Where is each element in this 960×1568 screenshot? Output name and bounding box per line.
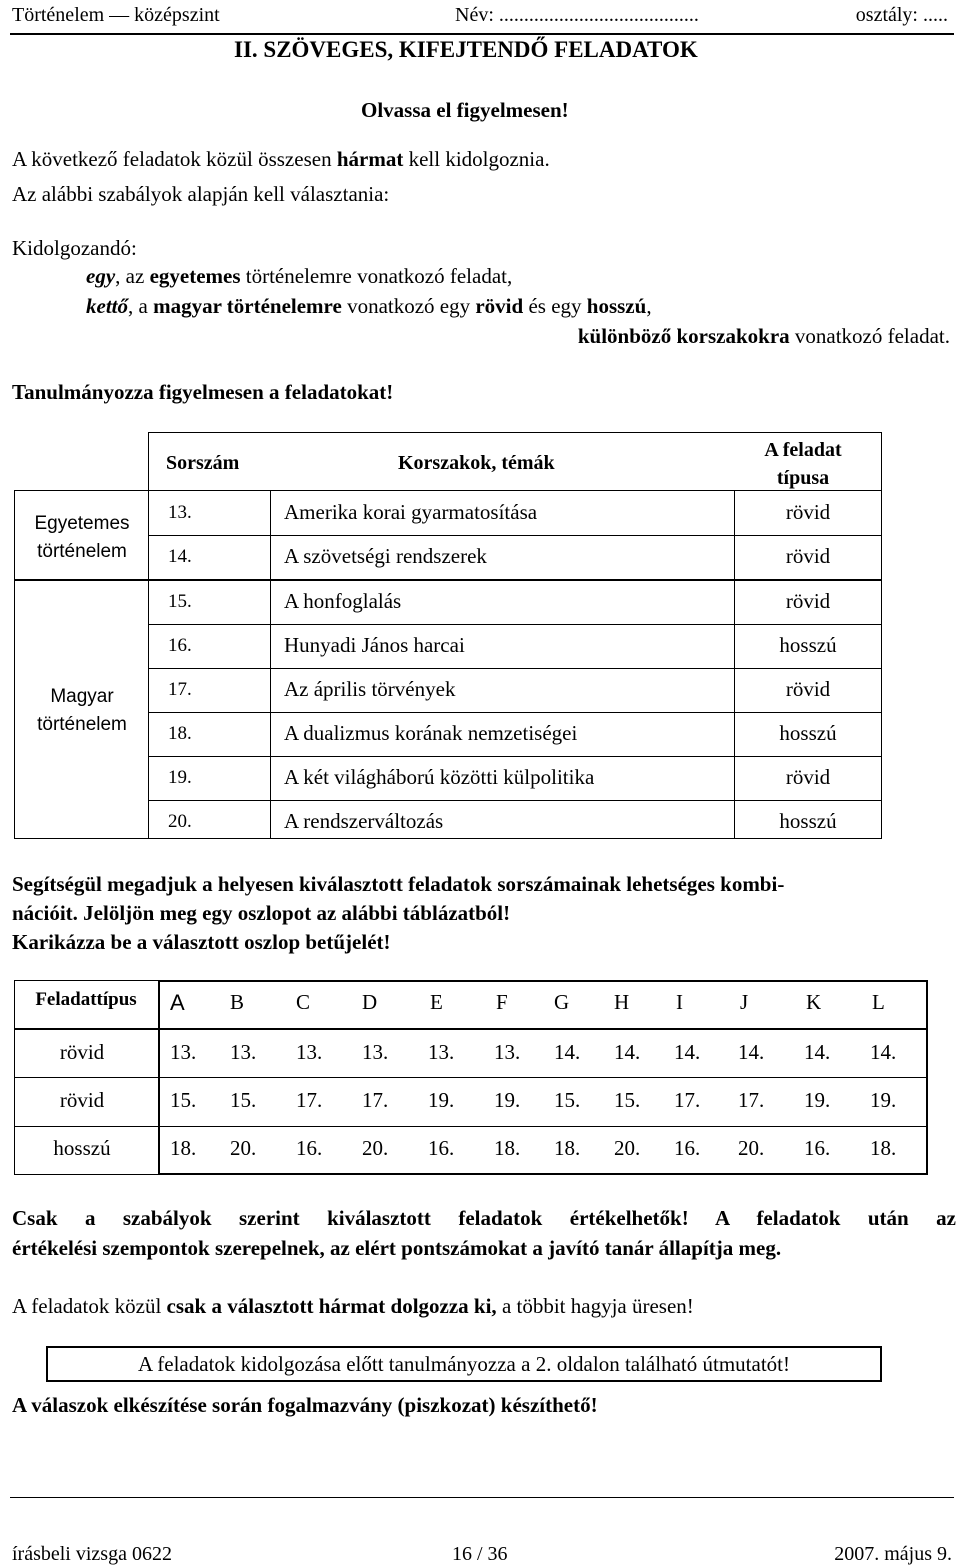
topic-type: rövid [785, 677, 831, 701]
combo-header-label: Feladattípus [35, 989, 137, 1010]
topic-title: A két világháború közötti külpolitika [284, 765, 595, 789]
topic-row [148, 713, 882, 757]
rule-text: és egy [523, 294, 587, 318]
column-letter-f[interactable]: F [496, 990, 508, 1014]
read-carefully: Olvassa el figyelmesen! [361, 98, 569, 122]
footer-divider [10, 1497, 954, 1498]
topic-title: A dualizmus korának nemzetiségei [284, 721, 578, 745]
combo-cell: 20. [230, 1136, 257, 1160]
rule-bold: különböző korszakokra [577, 324, 790, 348]
combo-cell: 17. [362, 1088, 389, 1112]
group-label-line: történelem [37, 541, 127, 562]
combo-cell: 15. [230, 1088, 257, 1112]
combo-cell: 14. [804, 1040, 831, 1064]
table-line [14, 1126, 928, 1127]
topic-number: 16. [168, 635, 192, 656]
topic-number: 14. [168, 546, 192, 567]
combo-cell: 16. [296, 1136, 323, 1160]
rule-count: kettő [86, 294, 128, 318]
note-bold: csak a választott hármat dolgozza ki, [166, 1294, 497, 1318]
combo-cell: 14. [870, 1040, 897, 1064]
topic-row [148, 669, 882, 713]
study-title: Tanulmányozza figyelmesen a feladatokat! [12, 380, 394, 404]
intro-line-1 [12, 147, 550, 172]
combo-cell: 14. [674, 1040, 701, 1064]
combo-cell: 15. [170, 1088, 197, 1112]
topic-title: Hunyadi János harcai [284, 633, 465, 657]
combo-cell: 14. [738, 1040, 765, 1064]
topic-title: A szövetségi rendszerek [284, 544, 487, 568]
combo-cell: 18. [170, 1136, 197, 1160]
column-letter-c[interactable]: C [296, 990, 311, 1014]
rule-text: történelemre vonatkozó feladat, [240, 264, 513, 288]
combo-cell: 20. [614, 1136, 641, 1160]
draft-note: A válaszok elkészítése során fogalmazvány (piszkozat) készíthető! [12, 1393, 598, 1417]
header-divider [10, 33, 954, 35]
topic-type: rövid [785, 589, 831, 613]
combo-cell: 17. [738, 1088, 765, 1112]
column-letter-g[interactable]: G [554, 990, 570, 1014]
topic-type: hosszú [779, 721, 837, 745]
combo-row-label: hosszú [53, 1136, 111, 1160]
topic-row [148, 581, 882, 625]
rules-line-1: Csak a szabályok szerint kiválasztott feladatok értékelhetők! A feladatok után az [12, 1206, 956, 1230]
note-text: a többit hagyja üresen! [496, 1294, 694, 1318]
combo-cell: 19. [428, 1088, 455, 1112]
combo-cell: 15. [554, 1088, 581, 1112]
topic-number: 13. [168, 502, 192, 523]
table-line [720, 432, 721, 490]
combo-cell: 13. [170, 1040, 197, 1064]
combo-row-label: rövid [59, 1088, 105, 1112]
topic-type: rövid [785, 544, 831, 568]
combo-cell: 20. [362, 1136, 389, 1160]
column-letter-h[interactable]: H [614, 990, 630, 1014]
rule-count: egy [86, 264, 116, 288]
rule-bold: rövid [475, 294, 524, 318]
topic-title: Amerika korai gyarmatosítása [284, 500, 538, 524]
rule-text: , az [115, 264, 150, 288]
only-three-note [12, 1294, 694, 1319]
combo-cell: 13. [362, 1040, 389, 1064]
combo-cell: 13. [494, 1040, 521, 1064]
combo-cell: 13. [296, 1040, 323, 1064]
column-letter-k[interactable]: K [806, 990, 822, 1014]
header-class-field: osztály: ..... [855, 4, 948, 26]
help-line-3: Karikázza be a választott oszlop betűjelét! [12, 930, 391, 954]
topic-number: 18. [168, 723, 192, 744]
boxed-note [46, 1346, 882, 1382]
column-letter-a[interactable]: A [170, 990, 185, 1015]
combo-cell: 20. [738, 1136, 765, 1160]
topic-number: 15. [168, 591, 192, 612]
topic-type: rövid [785, 500, 831, 524]
topic-number: 17. [168, 679, 192, 700]
table-line [14, 1028, 928, 1030]
group-hungarian-label [14, 683, 150, 739]
intro-text: A következő feladatok közül összesen [12, 147, 337, 171]
rule-bold: egyetemes [149, 264, 241, 288]
topic-row [148, 801, 882, 845]
page-header [12, 2, 948, 32]
combo-cell: 15. [614, 1088, 641, 1112]
table-line [158, 980, 159, 1175]
intro-bold: hármat [336, 147, 404, 171]
section-title: II. SZÖVEGES, KIFEJTENDŐ FELADATOK [234, 37, 698, 62]
combo-cell: 19. [494, 1088, 521, 1112]
group-label-line: történelem [37, 714, 127, 735]
combo-cell: 17. [674, 1088, 701, 1112]
note-text: A feladatok közül [12, 1294, 167, 1318]
column-letter-l[interactable]: L [872, 990, 885, 1014]
topic-number: 19. [168, 767, 192, 788]
combo-cell: 16. [674, 1136, 701, 1160]
topic-type: rövid [785, 765, 831, 789]
topic-title: A rendszerváltozás [284, 809, 444, 833]
topic-title: A honfoglalás [284, 589, 402, 613]
boxed-note-text: A feladatok kidolgozása előtt tanulmányozza a 2. oldalon található útmutatót! [138, 1352, 790, 1376]
group-label-line: Egyetemes [34, 513, 130, 534]
combo-cell: 19. [870, 1088, 897, 1112]
rule-universal [86, 264, 512, 289]
combo-cell: 17. [296, 1088, 323, 1112]
header-subject: Történelem — középszint [12, 4, 220, 26]
footer-page: 16 / 36 [452, 1543, 508, 1565]
col-type-header: A feladat típusa [764, 439, 842, 489]
rule-text: vonatkozó egy [341, 294, 476, 318]
combo-cell: 14. [554, 1040, 581, 1064]
column-letter-i[interactable]: I [676, 990, 683, 1014]
topic-type: hosszú [779, 633, 837, 657]
col-topics-header: Korszakok, témák [398, 452, 555, 474]
intro-line-2: Az alábbi szabályok alapján kell választania: [12, 182, 390, 206]
topic-row [148, 536, 882, 580]
help-line-1: Segítségül megadjuk a helyesen kiválasztott feladatok sorszámainak lehetséges kombi- [12, 872, 785, 896]
column-letter-b[interactable]: B [230, 990, 245, 1014]
column-letter-d[interactable]: D [362, 990, 378, 1014]
rule-bold: magyar történelemre [153, 294, 342, 318]
combo-cell: 16. [428, 1136, 455, 1160]
header-name-field: Név: ........................................ [455, 4, 699, 26]
combo-cell: 18. [494, 1136, 521, 1160]
rules-line-2: értékelési szempontok szerepelnek, az elért pontszámokat a javító tanár állapítja meg. [12, 1236, 782, 1260]
topic-row [148, 492, 882, 536]
rule-text: , a [128, 294, 154, 318]
table-line [14, 1077, 928, 1078]
combo-row-label: rövid [59, 1040, 105, 1064]
group-label-line: Magyar [50, 686, 114, 707]
combo-cell: 13. [230, 1040, 257, 1064]
topic-type: hosszú [779, 809, 837, 833]
help-line-2: nációit. Jelöljön meg egy oszlopot az alábbi táblázatból! [12, 901, 511, 925]
topic-row [148, 625, 882, 669]
column-letter-e[interactable]: E [430, 990, 443, 1014]
col-number-header: Sorszám [166, 452, 240, 474]
rule-bold: hosszú [586, 294, 647, 318]
combo-cell: 19. [804, 1088, 831, 1112]
rule-hungarian [86, 294, 652, 319]
topic-row [148, 757, 882, 801]
column-letter-j[interactable]: J [740, 990, 749, 1014]
rule-text: vonatkozó feladat. [789, 324, 950, 348]
combo-cell: 18. [554, 1136, 581, 1160]
combo-cell: 18. [870, 1136, 897, 1160]
topic-number: 20. [168, 811, 192, 832]
footer-date: 2007. május 9. [834, 1543, 952, 1565]
combo-cell: 16. [804, 1136, 831, 1160]
combo-cell: 13. [428, 1040, 455, 1064]
rule-periods [578, 324, 950, 349]
combo-cell: 14. [614, 1040, 641, 1064]
group-universal-label [14, 510, 150, 566]
topic-title: Az április törvények [284, 677, 456, 701]
intro-line-3: Kidolgozandó: [12, 236, 137, 260]
rule-text: , [646, 294, 652, 318]
intro-text: kell kidolgoznia. [403, 147, 550, 171]
footer-exam: írásbeli vizsga 0622 [12, 1543, 172, 1565]
